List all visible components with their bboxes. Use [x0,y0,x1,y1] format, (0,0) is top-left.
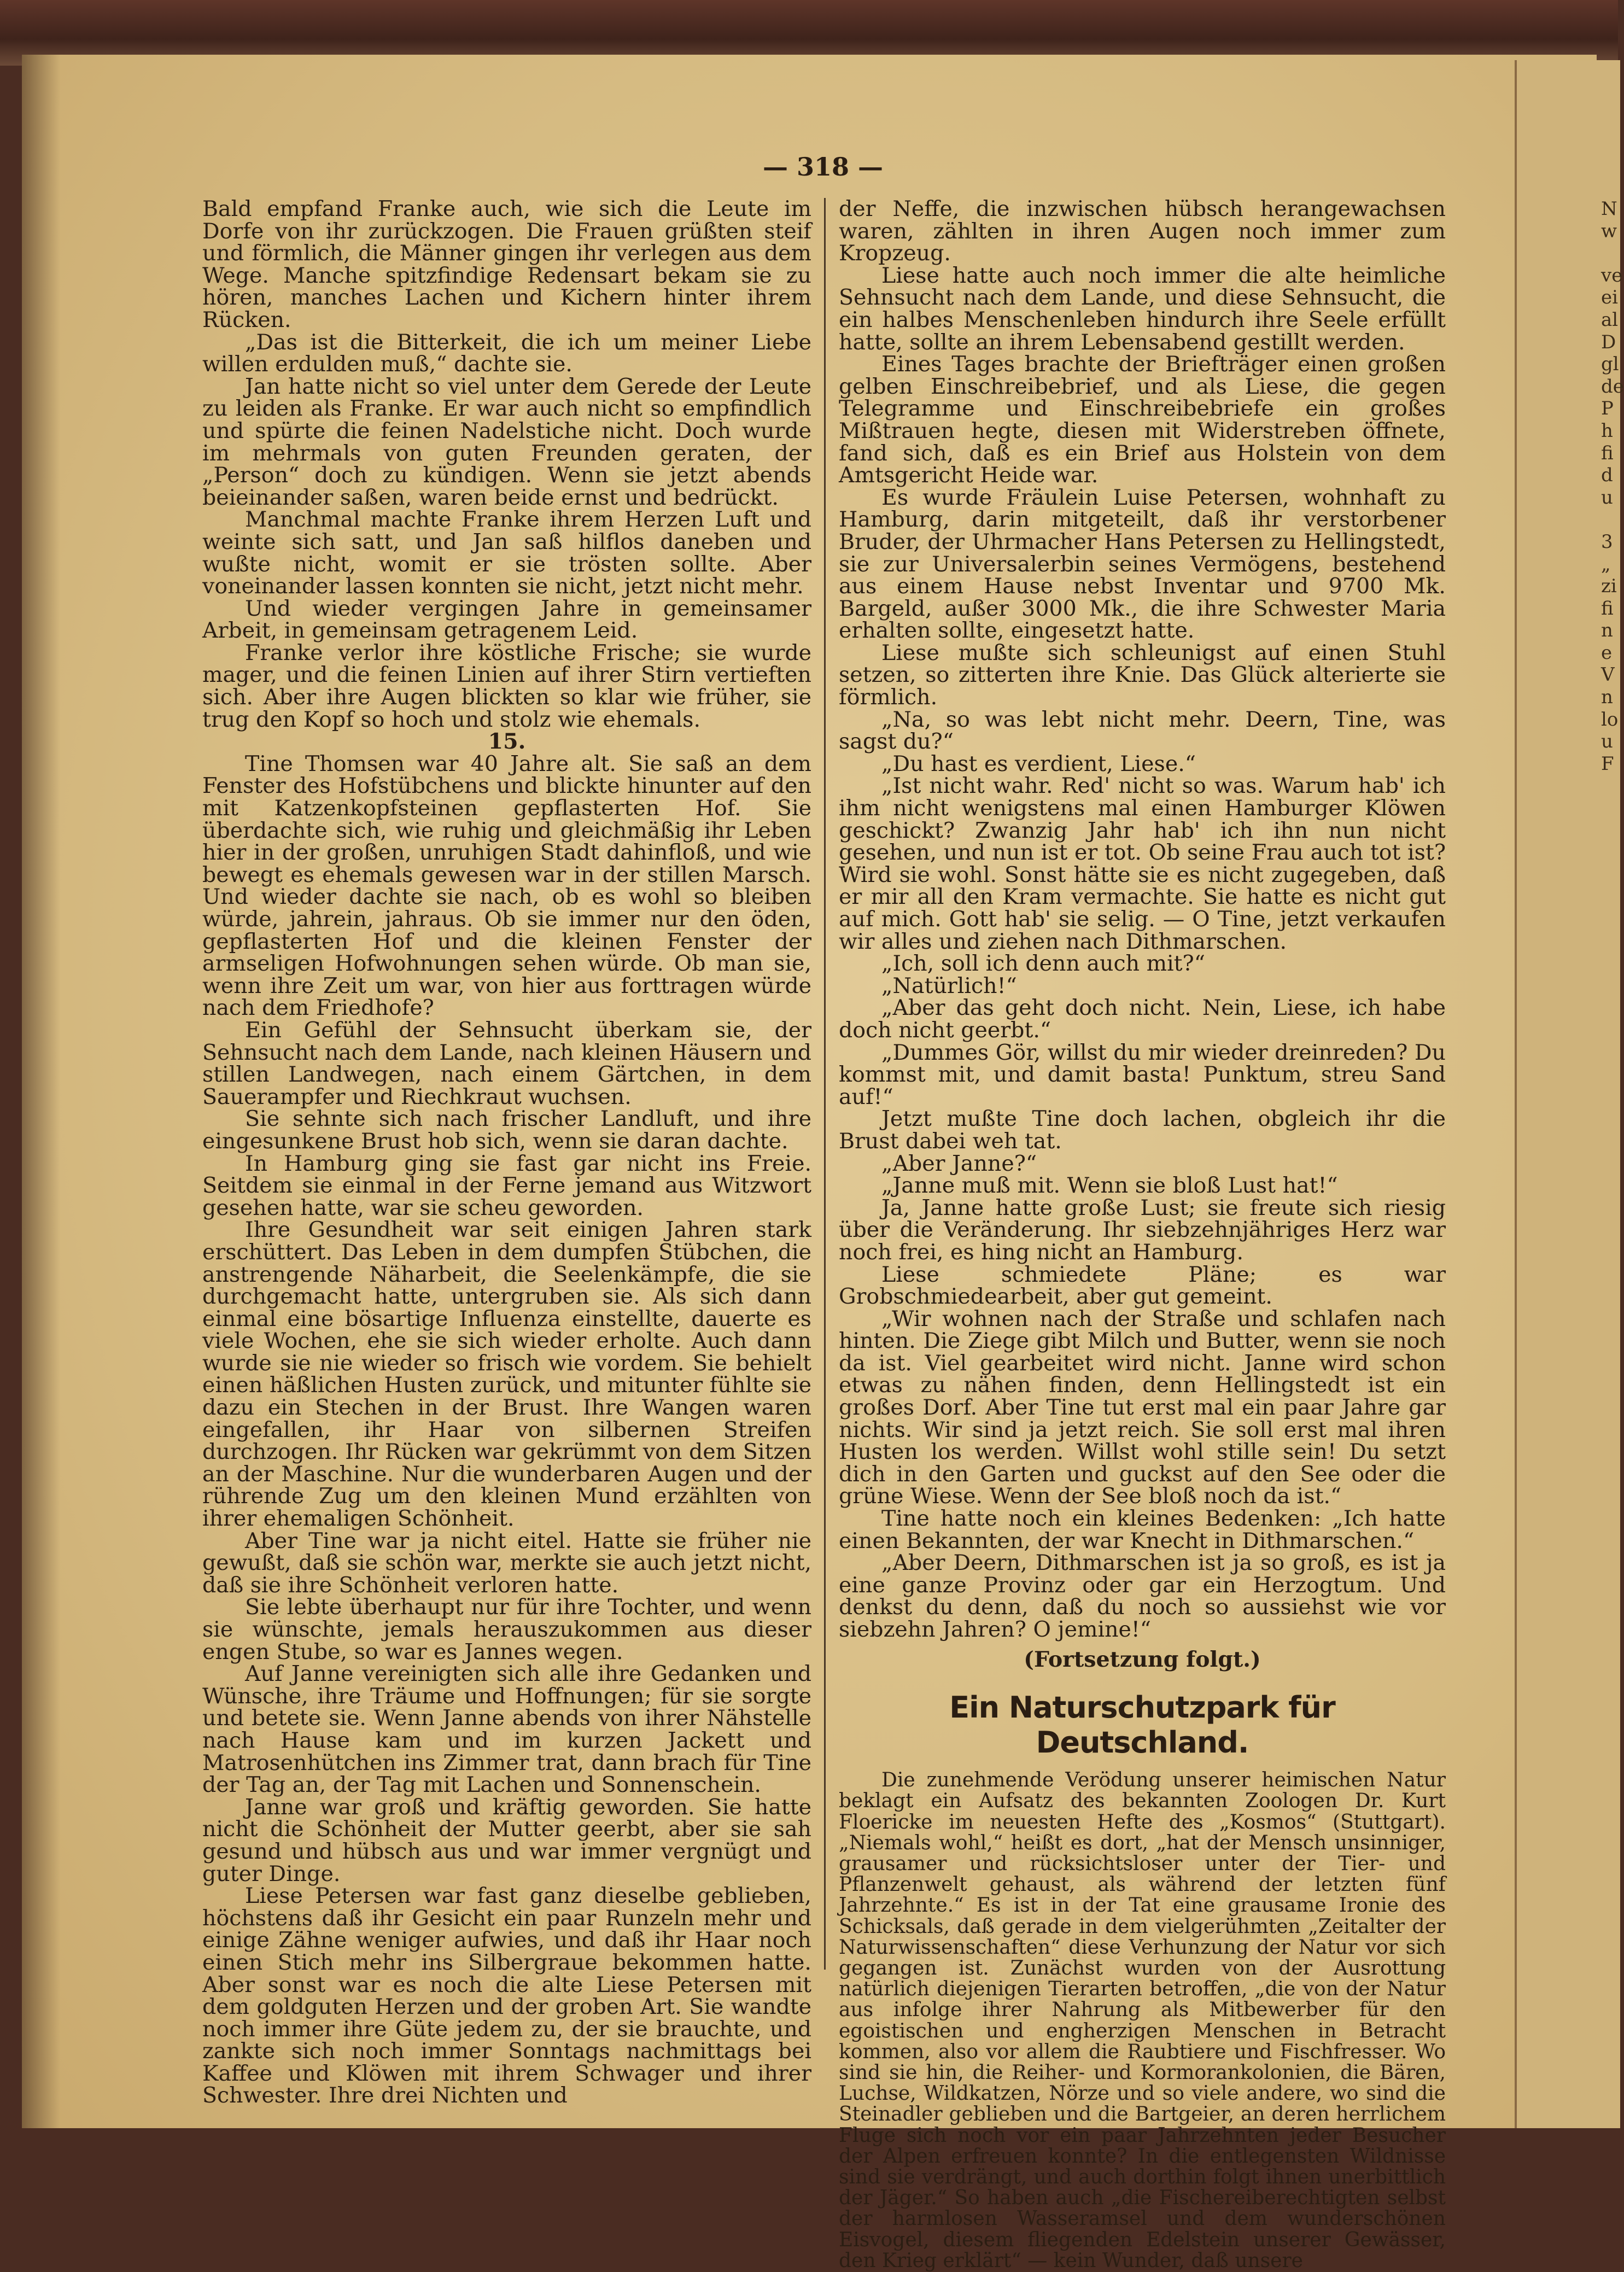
next-page-fragment [1601,509,1618,531]
next-page-fragment: fi [1601,442,1614,464]
next-page-fragment: lo [1601,708,1619,731]
next-page-fragment: zi [1601,575,1617,598]
paragraph: Ja, Janne hatte große Lust; sie freute sich riesig über die Veränderung. Ihr siebzehnjähriges Herz war noch frei, es hing nicht an Hamburg. [839,1195,1446,1265]
paragraph: Manchmal machte Franke ihrem Herzen Luft und weinte sich satt, und Jan saß hilflos daneben und wußte nicht, womit er sie trösten sollte. Aber voneinander lassen konnten sie nicht, jetzt nicht mehr. [202,507,811,599]
next-page-fragment: D [1601,331,1616,353]
next-page-fragment: F [1601,752,1614,775]
paragraph: Sie lebte überhaupt nur für ihre Tochter, und wenn sie wünschte, jemals herauszukommen aus dieser engen Stube, so war es Jannes wegen. [202,1595,811,1664]
continued-note: (Fortsetzung folgt.) [1024,1646,1261,1672]
paragraph: „Janne muß mit. Wenn sie bloß Lust hat!“ [881,1173,1338,1199]
paragraph: „Ist nicht wahr. Red' nicht so was. Warum hab' ich ihm nicht wenigstens mal einen Hamburger Klöwen geschickt? Zwanzig Jahr hab' ich ihn nun nicht gesehen, und nun ist er tot. Ob seine Frau auch tot ist? Wird sie wohl. Sonst hätte sie es nicht zugegeben, daß er mir all den Kram vermachte. Sie hatte es nicht gut auf mich. Gott hab' sie selig. — O Tine, jetzt verkaufen wir alles und ziehen nach Dithmarschen. [839,773,1446,954]
next-page-fragment: fi [1601,597,1614,620]
paragraph: Liese mußte sich schleunigst auf einen Stuhl setzen, so zitterten ihre Knie. Das Glück alterierte sie förmlich. [839,640,1446,710]
next-page-fragment: „ [1601,553,1611,575]
left-column [202,196,812,2109]
next-page-fragment: d [1601,464,1613,487]
paragraph: „Natürlich!“ [881,973,1017,998]
paragraph: Bald empfand Franke auch, wie sich die Leute im Dorfe von ihr zurückzogen. Die Frauen grüßten steif und förmlich, die Männer gingen ihr verlegen aus dem Wege. Manche spitzfindige Redensart bekam sie zu hören, manches Lachen und Kichern hinter ihrem Rücken. [202,196,811,332]
paragraph: „Aber Deern, Dithmarschen ist ja so groß, es ist ja eine ganze Provinz oder gar ein Herzogtum. Und denkst du denn, daß du noch so aussiehst wie vor siebzehn Jahren? O jemine!“ [839,1550,1446,1642]
paragraph: „Ich, soll ich denn auch mit?“ [881,951,1205,977]
paragraph: der Neffe, die inzwischen hübsch herangewachsen waren, zählten in ihren Augen noch immer zum Kropzeug. [839,196,1446,266]
next-page-fragment: u [1601,486,1613,509]
paragraph: Ihre Gesundheit war seit einigen Jahren stark erschüttert. Das Leben in dem dumpfen Stübchen, die anstrengende Näharbeit, die Seelenkämpfe, die sie durchgemacht hatte, untergruben sie. Als sich dann einmal eine bösartige Influenza einstellte, dauerte es viele Wochen, ehe sie sich wieder erholte. Auch dann wurde sie nie wieder so frisch wie vordem. Sie behielt einen häßlichen Husten zurück, und mitunter fühlte sie dazu ein Stechen in der Brust. Ihre Wangen waren eingefallen, ihr Haar von silbernen Streifen durchzogen. Ihr Rücken war gekrümmt von dem Sitzen an der Maschine. Nur die wunderbaren Augen und der rührende Zug um den kleinen Mund erzählten von ihrer ehemaligen Schönheit. [202,1217,812,1532]
paragraph: In Hamburg ging sie fast gar nicht ins Freie. Seitdem sie einmal in der Ferne jemand aus Witzwort gesehen hatte, war sie scheu geworden. [202,1150,811,1220]
paragraph: „Wir wohnen nach der Straße und schlafen nach hinten. Die Ziege gibt Milch und Butter, wenn sie noch da ist. Viel gearbeitet wird nicht. Janne wird schon etwas zu nähen finden, denn Hellingstedt ist ein großes Dorf. Aber Tine tut erst mal ein paar Jahre gar nichts. Wir sind ja jetzt reich. Sie soll erst mal ihren Husten los werden. Willst wohl stille sein! Du setzt dich in den Garten und guckst auf den See oder die grüne Wiese. Wenn der See bloß noch da ist.“ [839,1306,1446,1509]
paragraph: Janne war groß und kräftig geworden. Sie hatte nicht die Schönheit der Mutter geerbt, aber sie sah gesund und hübsch aus und war immer vergnügt und guter Dinge. [202,1794,811,1886]
paragraph: Eines Tages brachte der Briefträger einen großen gelben Einschreibebrief, und als Liese, die gegen Telegramme und Einschreibebriefe ein großes Mißtrauen hegte, diesen mit Widerstreben öffnete, fand sich, daß es ein Brief aus Holstein von dem Amtsgericht Heide war. [839,352,1446,488]
paragraph: Liese hatte auch noch immer die alte heimliche Sehnsucht nach dem Lande, und diese Sehnsucht, die ein halbes Menschenleben hindurch ihre Seele erfüllt hatte, sollte an ihrem Lebensabend gestillt werden. [839,262,1446,355]
article-text: Die zunehmende Verödung unserer heimischen Natur beklagt ein Aufsatz des bekannten Zoologen Dr. Kurt Floericke im neuesten Hefte des „Kosmos“ (Stuttgart). „Niemals wohl,“ heißt es dort, „hat der Mensch unsinniger, grausamer und rücksichtsloser unter der Tier- und Pflanzenwelt gehaust, als während der letzten fünf Jahrzehnte.“ Es ist in der Tat eine grausame Ironie des Schicksals, daß gerade in dem vielgerühmten „Zeitalter der Naturwissenschaften“ diese Verhunzung der Natur vor sich gegangen ist. Zunächst wurden von der Ausrottung natürlich diejenigen Tierarten betroffen, „die von der Natur aus infolge ihrer Nahrung als Mitbewerber für den egoistischen und engherzigen Menschen in Betracht kommen, also vor allem die Raubtiere und Fischfresser. Wo sind sie hin, die Reiher- und Kormorankolonien, die Bären, Luchse, Wildkatzen, Nörze und so viele andere, wo sind die Steinadler geblieben und die Bartgeier, an deren herrlichem Fluge sich noch vor ein paar Jahrzehnten jeder Besucher der Alpen erfreuen konnte? In die entlegensten Wildnisse sind sie verdrängt, und auch dorthin folgt ihnen unerbittlich der Jäger.“ So haben auch „die Fischereiberechtigten selbst der harmlosen Wasseramsel und dem wunderschönen Eisvogel, diesem fliegenden Edelstein unserer Gewässer, den Krieg erklärt“ — kein Wunder, daß unsere [839,1769,1446,2272]
next-page-fragment: ve [1601,264,1623,287]
next-page-fragment [1601,242,1618,265]
paragraph: „Aber das geht doch nicht. Nein, Liese, ich habe doch nicht geerbt.“ [839,995,1446,1043]
paragraph: Auf Janne vereinigten sich alle ihre Gedanken und Wünsche, ihre Träume und Hoffnungen; für sie sorgte und betete sie. Wenn Janne abends von ihrer Nähstelle nach Hause kam und im kurzen Jackett und Matrosenhütchen ins Zimmer trat, dann brach für Tine der Tag an, der Tag mit Lachen und Sonnenschein. [202,1661,811,1798]
next-page-fragment: V [1601,664,1615,686]
paragraph: Jetzt mußte Tine doch lachen, obgleich ihr die Brust dabei weh tat. [839,1106,1446,1154]
chapter-number: 15. [488,729,526,755]
next-page-fragment: gl [1601,353,1619,376]
paragraph: Liese Petersen war fast ganz dieselbe geblieben, höchstens daß ihr Gesicht ein paar Runzeln mehr und einige Zähne weniger aufwies, und daß ihr Haar noch einen Stich mehr ins Silbergraue bekommen hatte. Aber sonst war es noch die alte Liese Petersen mit dem goldguten Herzen und der groben Art. Sie wandte noch immer ihre Güte jedem zu, der sie brauchte, und zankte sich noch immer Sonntags nachmittags bei Kaffee und Klöwen mit ihrem Schwager und ihrer Schwester. Ihre drei Nichten und [202,1883,811,2109]
paragraph: Sie sehnte sich nach frischer Landluft, und ihre eingesunkene Brust hob sich, wenn sie daran dachte. [202,1106,811,1154]
paragraph: „Aber Janne?“ [881,1150,1037,1176]
paragraph: Es wurde Fräulein Luise Petersen, wohnhaft zu Hamburg, darin mitgeteilt, daß ihr verstorbener Bruder, der Uhrmacher Hans Petersen zu Hellingstedt, sie zur Universalerbin seines Vermögens, bestehend aus einem Hause nebst Inventar und 9700 Mk. Bargeld, außer 3000 Mk., die ihre Schwester Maria erhalten sollte, eingesetzt hatte. [839,484,1446,644]
next-page-fragment: u [1601,731,1613,753]
next-page-fragment: 3 [1601,530,1613,553]
next-page-fragment: ei [1601,287,1618,309]
paragraph: Franke verlor ihre köstliche Frische; sie wurde mager, und die feinen Linien auf ihrer Stirn vertieften sich. Aber ihre Augen blickten so klar wie früher, sie trug den Kopf so hoch und stolz wie ehemals. [202,640,811,732]
right-column [839,196,1446,2272]
next-page-fragment: P [1601,398,1614,420]
paragraph: Und wieder vergingen Jahre in gemeinsamer Arbeit, in gemeinsam getragenem Leid. [202,595,811,644]
paragraph: Liese schmiedete Pläne; es war Grobschmiedearbeit, aber gut gemeint. [839,1261,1446,1310]
next-page-text-fragments [1601,198,1624,2074]
next-page-fragment: w [1601,220,1617,242]
article-headline: Ein Naturschutzpark für Deutschland. [949,1690,1335,1760]
paragraph: „Du hast es verdient, Liese.“ [881,751,1196,776]
next-page-fragment: n [1601,686,1613,709]
spine-shadow [22,55,60,2128]
next-page-fragment: e [1601,641,1613,664]
paragraph: „Dummes Gör, willst du mir wieder dreinreden? Du kommst mit, und damit basta! Punktum, streu Sand auf!“ [839,1039,1446,1109]
paragraph: Aber Tine war ja nicht eitel. Hatte sie früher nie gewußt, daß sie schön war, merkte sie auch jetzt nicht, daß sie ihre Schönheit verloren hatte. [202,1528,811,1598]
next-page-fragment: N [1601,198,1617,220]
paragraph: Tine hatte noch ein kleines Bedenken: „Ich hatte einen Bekannten, der war Knecht in Dithmarschen.“ [839,1506,1446,1553]
column-divider [824,198,826,1970]
paragraph: Ein Gefühl der Sehnsucht überkam sie, der Sehnsucht nach dem Lande, nach kleinen Häusern und stillen Landwegen, nach einem Gärtchen, in dem Sauerampfer und Riechkraut wuchsen. [202,1017,811,1109]
next-page-fragment: de [1601,375,1624,398]
paragraph: „Na, so was lebt nicht mehr. Deern, Tine, was sagst du?“ [839,706,1446,755]
paragraph: „Das ist die Bitterkeit, die ich um meiner Liebe willen erdulden muß,“ dachte sie. [202,329,811,377]
page-number: — 318 — [762,152,884,182]
paragraph: Tine Thomsen war 40 Jahre alt. Sie saß an dem Fenster des Hofstübchens und blickte hinunter auf den mit Katzenkopfsteinen gepflasterten Hof. Sie überdachte sich, wie ruhig und gleichmäßig ihr Leben hier in der großen, unruhigen Stadt dahinfloß, und wie bewegt es ehemals gewesen war in der stillen Marsch. Und wieder dachte sie nach, ob es wohl so bleiben würde, jahrein, jahraus. Ob sie immer nur den öden, gepflasterten Hof und die kleinen Fenster der armseligen Hofwohnungen sehen würde. Ob man sie, wenn ihre Zeit um war, von hier aus forttragen würde nach dem Friedhofe? [202,751,811,1021]
next-page-fragment: al [1601,308,1619,331]
next-page-fragment: h [1601,419,1613,442]
paragraph: Jan hatte nicht so viel unter dem Gerede der Leute zu leiden als Franke. Er war auch nicht so empfindlich und spürte die feinen Nadelstiche nicht. Doch wurde im mehrmals von guten Freunden geraten, der „Person“ doch zu kündigen. Wenn sie jetzt abends beieinander saßen, waren beide ernst und bedrückt. [202,373,811,510]
next-page-fragment: n [1601,620,1613,642]
